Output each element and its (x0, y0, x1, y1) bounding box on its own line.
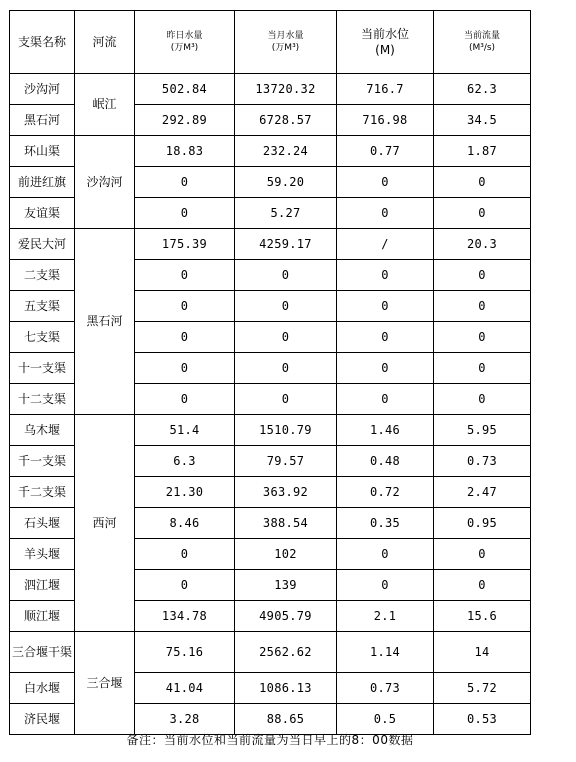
month-volume-cell: 1086.13 (235, 673, 337, 704)
month-volume-cell: 102 (235, 539, 337, 570)
month-volume-cell: 4905.79 (235, 601, 337, 632)
water-level-cell: 1.14 (337, 632, 434, 673)
yesterday-volume-cell: 0 (135, 539, 235, 570)
flow-rate-cell: 62.3 (434, 74, 531, 105)
yesterday-volume-cell: 8.46 (135, 508, 235, 539)
branch-name-cell: 二支渠 (10, 260, 75, 291)
flow-rate-cell: 2.47 (434, 477, 531, 508)
header-branch: 支渠名称 (10, 11, 75, 74)
yesterday-volume-cell: 18.83 (135, 136, 235, 167)
month-volume-cell: 0 (235, 260, 337, 291)
flow-rate-cell: 0 (434, 167, 531, 198)
branch-name-cell: 十二支渠 (10, 384, 75, 415)
yesterday-volume-cell: 0 (135, 167, 235, 198)
header-month-unit: (万M³) (271, 43, 300, 53)
yesterday-volume-cell: 134.78 (135, 601, 235, 632)
month-volume-cell: 0 (235, 291, 337, 322)
yesterday-volume-cell: 0 (135, 260, 235, 291)
month-volume-cell: 232.24 (235, 136, 337, 167)
flow-rate-cell: 0 (434, 291, 531, 322)
table-row (10, 632, 531, 673)
table-row (10, 136, 531, 167)
branch-name-cell: 顺江堰 (10, 601, 75, 632)
flow-rate-cell: 0 (434, 539, 531, 570)
header-flow (434, 11, 531, 74)
header-flow-title: 当前流量 (463, 30, 500, 41)
branch-name-cell: 七支渠 (10, 322, 75, 353)
water-level-cell: 2.1 (337, 601, 434, 632)
header-level-unit: (M) (375, 43, 395, 57)
header-month (235, 11, 337, 74)
header-row (10, 11, 531, 74)
flow-rate-cell: 0.53 (434, 704, 531, 735)
branch-name-cell: 沙沟河 (10, 74, 75, 105)
branch-name-cell: 泗江堰 (10, 570, 75, 601)
month-volume-cell: 1510.79 (235, 415, 337, 446)
flow-rate-cell: 0 (434, 260, 531, 291)
yesterday-volume-cell: 0 (135, 198, 235, 229)
branch-name-cell: 千一支渠 (10, 446, 75, 477)
branch-name-cell: 爱民大河 (10, 229, 75, 260)
yesterday-volume-cell: 0 (135, 291, 235, 322)
flow-rate-cell: 0 (434, 322, 531, 353)
branch-name-cell: 友谊渠 (10, 198, 75, 229)
water-level-cell: 0.77 (337, 136, 434, 167)
header-level (337, 11, 434, 74)
month-volume-cell: 13720.32 (235, 74, 337, 105)
water-level-cell: 716.7 (337, 74, 434, 105)
yesterday-volume-cell: 292.89 (135, 105, 235, 136)
header-river: 河流 (75, 11, 135, 74)
branch-name-cell: 环山渠 (10, 136, 75, 167)
flow-rate-cell: 14 (434, 632, 531, 673)
branch-name-cell: 羊头堰 (10, 539, 75, 570)
month-volume-cell: 0 (235, 384, 337, 415)
river-cell: 岷江 (75, 74, 135, 136)
water-level-cell: 0 (337, 167, 434, 198)
branch-name-cell: 五支渠 (10, 291, 75, 322)
water-level-cell: 0.5 (337, 704, 434, 735)
flow-rate-cell: 0 (434, 570, 531, 601)
month-volume-cell: 2562.62 (235, 632, 337, 673)
water-level-cell: 0.72 (337, 477, 434, 508)
month-volume-cell: 388.54 (235, 508, 337, 539)
branch-name-cell: 石头堰 (10, 508, 75, 539)
yesterday-volume-cell: 0 (135, 353, 235, 384)
branch-name-cell: 三合堰干渠 (10, 632, 75, 673)
yesterday-volume-cell: 41.04 (135, 673, 235, 704)
river-cell: 黑石河 (75, 229, 135, 415)
header-level-title: 当前水位 (360, 26, 409, 41)
yesterday-volume-cell: 0 (135, 322, 235, 353)
branch-name-cell: 前进红旗 (10, 167, 75, 198)
water-level-cell: / (337, 229, 434, 260)
yesterday-volume-cell: 75.16 (135, 632, 235, 673)
river-cell: 西河 (75, 415, 135, 632)
water-level-cell: 0 (337, 384, 434, 415)
water-level-cell: 0 (337, 353, 434, 384)
yesterday-volume-cell: 0 (135, 570, 235, 601)
flow-rate-cell: 0.95 (434, 508, 531, 539)
water-level-cell: 0.48 (337, 446, 434, 477)
month-volume-cell: 363.92 (235, 477, 337, 508)
header-flow-unit: (M³/s) (468, 43, 496, 53)
flow-rate-cell: 5.95 (434, 415, 531, 446)
branch-name-cell: 白水堰 (10, 673, 75, 704)
branch-name-cell: 济民堰 (10, 704, 75, 735)
water-level-cell: 0 (337, 322, 434, 353)
yesterday-volume-cell: 0 (135, 384, 235, 415)
month-volume-cell: 79.57 (235, 446, 337, 477)
month-volume-cell: 6728.57 (235, 105, 337, 136)
yesterday-volume-cell: 51.4 (135, 415, 235, 446)
river-cell: 沙沟河 (75, 136, 135, 229)
water-level-cell: 0 (337, 291, 434, 322)
footnote: 备注：当前水位和当前流量为当日早上的8：00数据 (126, 733, 414, 747)
flow-rate-cell: 0 (434, 384, 531, 415)
header-yesterday-unit: (万M³) (170, 43, 199, 53)
yesterday-volume-cell: 3.28 (135, 704, 235, 735)
flow-rate-cell: 34.5 (434, 105, 531, 136)
water-level-cell: 0.73 (337, 673, 434, 704)
table-row (10, 415, 531, 446)
month-volume-cell: 0 (235, 353, 337, 384)
yesterday-volume-cell: 175.39 (135, 229, 235, 260)
month-volume-cell: 139 (235, 570, 337, 601)
yesterday-volume-cell: 6.3 (135, 446, 235, 477)
flow-rate-cell: 0 (434, 198, 531, 229)
water-level-cell: 0 (337, 570, 434, 601)
yesterday-volume-cell: 21.30 (135, 477, 235, 508)
flow-rate-cell: 20.3 (434, 229, 531, 260)
branch-name-cell: 乌木堰 (10, 415, 75, 446)
table-row (10, 74, 531, 105)
water-level-cell: 716.98 (337, 105, 434, 136)
header-month-title: 当月水量 (267, 30, 304, 41)
flow-rate-cell: 5.72 (434, 673, 531, 704)
water-level-cell: 0.35 (337, 508, 434, 539)
yesterday-volume-cell: 502.84 (135, 74, 235, 105)
water-level-cell: 0 (337, 260, 434, 291)
month-volume-cell: 59.20 (235, 167, 337, 198)
flow-rate-cell: 1.87 (434, 136, 531, 167)
header-yesterday (135, 11, 235, 74)
month-volume-cell: 4259.17 (235, 229, 337, 260)
branch-name-cell: 千二支渠 (10, 477, 75, 508)
water-level-cell: 1.46 (337, 415, 434, 446)
month-volume-cell: 5.27 (235, 198, 337, 229)
flow-rate-cell: 0.73 (434, 446, 531, 477)
table-row (10, 229, 531, 260)
table-body (10, 74, 531, 735)
flow-rate-cell: 15.6 (434, 601, 531, 632)
river-cell: 三合堰 (75, 632, 135, 735)
water-level-cell: 0 (337, 539, 434, 570)
header-yesterday-title: 昨日水量 (166, 30, 203, 41)
branch-name-cell: 黑石河 (10, 105, 75, 136)
month-volume-cell: 88.65 (235, 704, 337, 735)
water-data-table (9, 10, 531, 735)
branch-name-cell: 十一支渠 (10, 353, 75, 384)
water-level-cell: 0 (337, 198, 434, 229)
flow-rate-cell: 0 (434, 353, 531, 384)
month-volume-cell: 0 (235, 322, 337, 353)
